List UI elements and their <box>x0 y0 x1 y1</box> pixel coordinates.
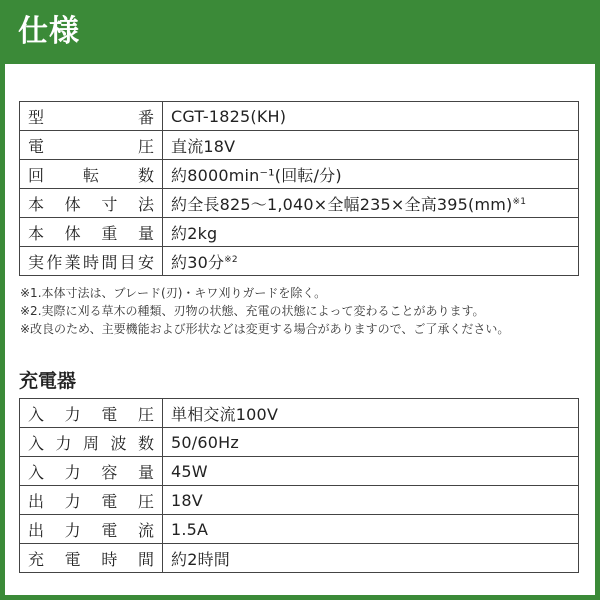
row-label: 電圧 <box>20 131 163 160</box>
row-label: 出力電圧 <box>20 486 163 515</box>
row-value: 45W <box>163 457 579 486</box>
row-value <box>163 102 579 131</box>
row-value <box>163 131 579 160</box>
value-text: 約2kg <box>171 223 218 243</box>
footnotes <box>20 284 585 338</box>
footnote-mark: ※2 <box>224 254 238 265</box>
row-label: 実作業時間目安 <box>20 247 163 276</box>
row-value: 18V <box>163 486 579 515</box>
table-row <box>20 102 579 131</box>
row-label: 本体寸法 <box>20 189 163 218</box>
row-label: 回転数 <box>20 160 163 189</box>
row-label: 入力容量 <box>20 457 163 486</box>
table-row <box>20 486 579 515</box>
row-label: 出力電流 <box>20 515 163 544</box>
row-value: 50/60Hz <box>163 428 579 457</box>
row-value: 1.5A <box>163 515 579 544</box>
spec-table <box>19 101 579 276</box>
row-value <box>163 247 579 276</box>
row-label: 入力周波数 <box>20 428 163 457</box>
value-text: 約全長825〜1,040×全幅235×全高395(mm) <box>171 194 513 214</box>
value-text: 直流18V <box>171 136 236 156</box>
table-row <box>20 399 579 428</box>
value-text: CGT-1825(KH) <box>171 106 287 126</box>
footnote-mark: ※1 <box>512 196 527 207</box>
table-row <box>20 189 579 218</box>
table-row <box>20 131 579 160</box>
table-row <box>20 544 579 573</box>
page-title: 仕様 <box>18 14 80 49</box>
footnote: ※1.本体寸法は、ブレード(刃)・キワ刈りガードを除く。 <box>20 286 327 300</box>
row-value: 約2時間 <box>163 544 579 573</box>
row-label: 本体重量 <box>20 218 163 247</box>
table-row <box>20 515 579 544</box>
table-row <box>20 428 579 457</box>
row-value <box>163 189 579 218</box>
table-row <box>20 247 579 276</box>
footnote: ※改良のため、主要機能および形状などは変更する場合がありますので、ご了承ください。 <box>20 322 510 336</box>
value-text: 約30分 <box>171 252 225 272</box>
row-label: 型番 <box>20 102 163 131</box>
row-value <box>163 218 579 247</box>
charger-section-title: 充電器 <box>19 370 77 392</box>
header-bar <box>0 0 600 64</box>
footnote: ※2.実際に刈る草木の種類、刃物の状態、充電の状態によって変わることがあります。 <box>20 304 485 318</box>
value-text: 約8000min⁻¹(回転/分) <box>171 165 342 185</box>
table-row <box>20 160 579 189</box>
table-row <box>20 218 579 247</box>
row-value <box>163 160 579 189</box>
charger-spec-table <box>19 398 579 573</box>
row-label: 充電時間 <box>20 544 163 573</box>
table-row <box>20 457 579 486</box>
row-label: 入力電圧 <box>20 399 163 428</box>
row-value: 単相交流100V <box>163 399 579 428</box>
